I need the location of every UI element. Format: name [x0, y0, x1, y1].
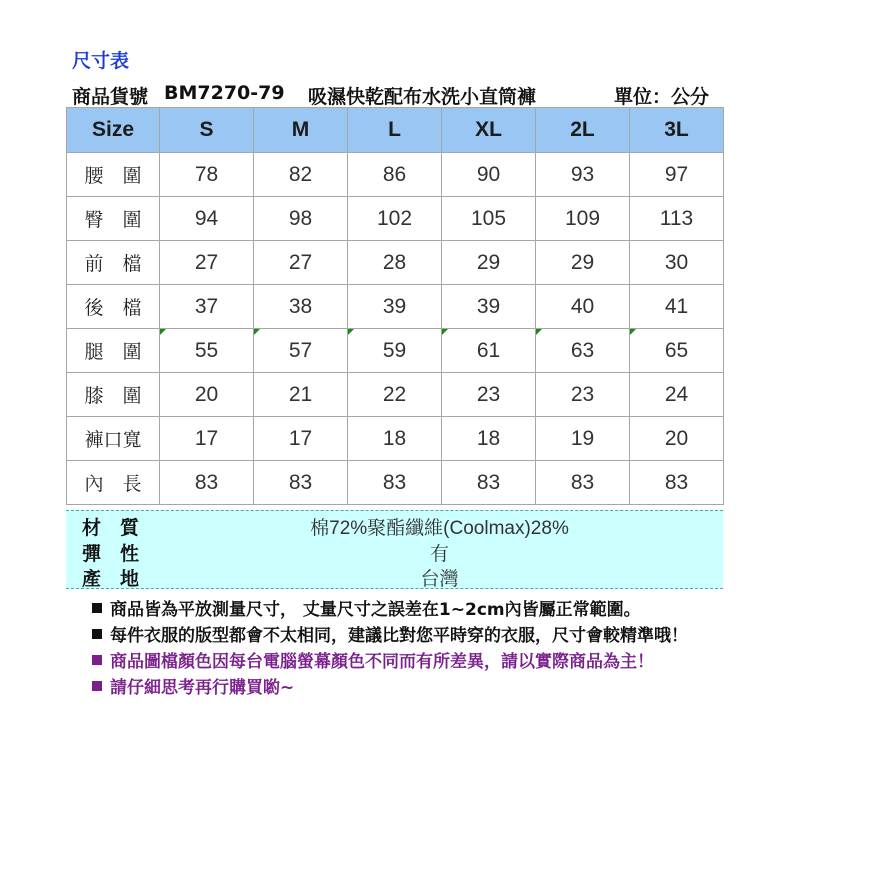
size-header-3l: 3L: [630, 108, 724, 153]
table-cell: 17: [160, 417, 254, 461]
material-section: [66, 510, 723, 589]
elasticity-row: [66, 539, 723, 564]
table-cell: 21: [254, 373, 348, 417]
material-row: [66, 513, 723, 538]
table-row: [67, 417, 724, 461]
table-cell: 39: [348, 285, 442, 329]
note-text: 請仔細思考再行購買喲~: [110, 678, 295, 698]
size-header-xl: XL: [442, 108, 536, 153]
table-cell: 24: [630, 373, 724, 417]
table-cell: [630, 329, 724, 373]
table-cell: 29: [442, 241, 536, 285]
product-code-label: 商品貨號: [72, 86, 149, 108]
table-cell: 30: [630, 241, 724, 285]
note-text: 商品圖檔顏色因每台電腦螢幕顏色不同而有所差異，請以實際商品為主！: [110, 652, 654, 672]
material-value: 棉72%聚酯纖維(Coolmax)28%: [310, 518, 569, 539]
comment-marker-icon: [536, 329, 542, 335]
note-text: 商品皆為平放測量尺寸， 丈量尺寸之誤差在1~2cm內皆屬正常範圍。: [110, 600, 641, 620]
table-cell: 83: [630, 461, 724, 505]
table-cell: 113: [630, 197, 724, 241]
table-cell: 86: [348, 153, 442, 197]
note-item: [92, 675, 688, 701]
square-bullet-icon: [92, 603, 102, 613]
comment-marker-icon: [442, 329, 448, 335]
table-cell: 102: [348, 197, 442, 241]
table-cell: 23: [442, 373, 536, 417]
product-name: 吸濕快乾配布水洗小直筒褲: [308, 86, 537, 108]
table-cell: 78: [160, 153, 254, 197]
size-header-m: M: [254, 108, 348, 153]
size-header-row: [67, 108, 724, 153]
table-cell: [254, 329, 348, 373]
cell-value: 61: [476, 338, 501, 362]
table-cell: 17: [254, 417, 348, 461]
table-cell: 41: [630, 285, 724, 329]
cell-value: 57: [288, 338, 313, 362]
table-cell: 19: [536, 417, 630, 461]
table-row: [67, 153, 724, 197]
origin-row: [66, 564, 723, 589]
square-bullet-icon: [92, 629, 102, 639]
square-bullet-icon: [92, 655, 102, 665]
table-cell: 83: [254, 461, 348, 505]
row-label: 腰 圍: [67, 153, 160, 197]
table-cell: 27: [254, 241, 348, 285]
table-cell: 18: [348, 417, 442, 461]
origin-label: 產 地: [82, 568, 140, 590]
cell-value: 63: [570, 338, 595, 362]
unit-label: 單位：公分: [614, 86, 710, 108]
table-cell: 23: [536, 373, 630, 417]
table-cell: 97: [630, 153, 724, 197]
table-cell: 90: [442, 153, 536, 197]
table-cell: [160, 329, 254, 373]
table-cell: 28: [348, 241, 442, 285]
elasticity-value: 有: [429, 544, 449, 565]
table-row: [67, 329, 724, 373]
row-label: 膝 圍: [67, 373, 160, 417]
comment-marker-icon: [630, 329, 636, 335]
table-row: [67, 373, 724, 417]
comment-marker-icon: [160, 329, 166, 335]
size-table: [66, 107, 724, 505]
table-cell: 37: [160, 285, 254, 329]
material-label: 材 質: [82, 517, 140, 539]
table-cell: 83: [536, 461, 630, 505]
table-cell: 83: [442, 461, 536, 505]
table-cell: [442, 329, 536, 373]
note-item: [92, 597, 688, 623]
cell-value: 55: [194, 338, 219, 362]
table-cell: 109: [536, 197, 630, 241]
notes-list: [92, 597, 688, 701]
table-cell: 38: [254, 285, 348, 329]
table-row: [67, 461, 724, 505]
table-cell: 105: [442, 197, 536, 241]
table-cell: 82: [254, 153, 348, 197]
note-item: [92, 649, 688, 675]
table-cell: 29: [536, 241, 630, 285]
size-header-label: Size: [67, 108, 160, 153]
row-label: 臀 圍: [67, 197, 160, 241]
row-label: 前 檔: [67, 241, 160, 285]
page-title: 尺寸表: [72, 50, 130, 72]
origin-value: 台灣: [420, 569, 459, 590]
table-cell: 83: [348, 461, 442, 505]
table-cell: [348, 329, 442, 373]
table-cell: 20: [630, 417, 724, 461]
size-header-2l: 2L: [536, 108, 630, 153]
table-row: [67, 285, 724, 329]
table-row: [67, 197, 724, 241]
table-cell: 93: [536, 153, 630, 197]
note-item: [92, 623, 688, 649]
note-text: 每件衣服的版型都會不太相同，建議比對您平時穿的衣服，尺寸會較精準哦！: [110, 626, 688, 646]
cell-value: 65: [664, 338, 689, 362]
product-info: [72, 82, 724, 108]
elasticity-label: 彈 性: [82, 543, 140, 565]
table-cell: 20: [160, 373, 254, 417]
row-label: 腿 圍: [67, 329, 160, 373]
table-cell: 22: [348, 373, 442, 417]
table-cell: 18: [442, 417, 536, 461]
cell-value: 59: [382, 338, 407, 362]
product-code: BM7270-79: [164, 82, 285, 104]
comment-marker-icon: [254, 329, 260, 335]
table-cell: 40: [536, 285, 630, 329]
table-cell: 94: [160, 197, 254, 241]
table-row: [67, 241, 724, 285]
row-label: 褲口寬: [67, 417, 160, 461]
table-cell: [536, 329, 630, 373]
table-cell: 83: [160, 461, 254, 505]
row-label: 內 長: [67, 461, 160, 505]
comment-marker-icon: [348, 329, 354, 335]
square-bullet-icon: [92, 681, 102, 691]
row-label: 後 檔: [67, 285, 160, 329]
table-cell: 39: [442, 285, 536, 329]
table-cell: 27: [160, 241, 254, 285]
size-header-s: S: [160, 108, 254, 153]
table-cell: 98: [254, 197, 348, 241]
size-header-l: L: [348, 108, 442, 153]
